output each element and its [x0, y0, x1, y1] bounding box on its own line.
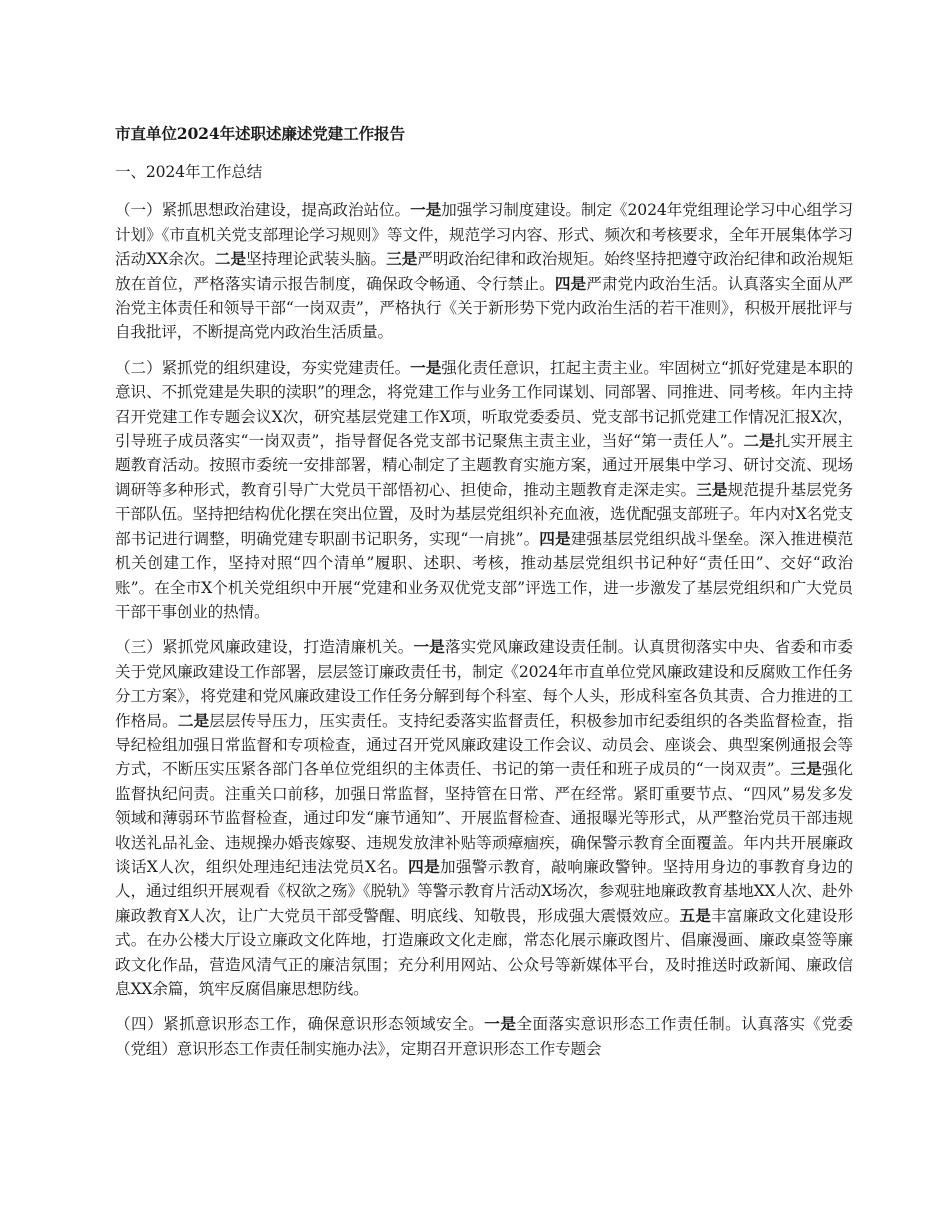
body-paragraph	[115, 1012, 853, 1061]
paragraph-text: 规范提升基层党务干部队伍。坚持把结构优化摆在突出位置，及时为基层党组织补充血液，选优配强支部班子。年内对X名党支部书记进行调整，明确党建专职副书记职务，实现“一肩挑”。	[115, 480, 854, 548]
paragraph-text: 丰富廉政文化建设形式。在办公楼大厅设立廉政文化阵地，打造廉政文化走廊，常态化展示廉政图片、倡廉漫画、廉政桌签等廉政文化作品，营造风清气正的廉洁氛围；充分利用网站、公众号等新媒体平台，及时推送时政新闻、廉政信息XX余篇，筑牢反腐倡廉思想防线。	[115, 906, 854, 998]
paragraph-text: 建强基层党组织战斗堡垒。深入推进模范机关创建工作，坚持对照“四个清单”履职、述职、考核，推动基层党组织书记种好“责任田”、交好“政治账”。在全市X个机关党组织中开展“党建和业务双优党支部”评选工作，进一步激发了基层党组织和广大党员干部干事创业的热情。	[115, 529, 854, 621]
paragraph-text: 强化监督执纪问责。注重关口前移，加强日常监督，坚持管在日常、严在经常。紧盯重要节点、“四风”易发多发领域和薄弱环节监督检查，通过印发“廉节通知”、开展监督检查、通报曝光等形式，从严整治党员干部违规收送礼品礼金、违规操办婚丧嫁娶、违规发放津补贴等顽瘴痼疾，确保警示教育全面覆盖。年内共开展廉政谈话X人次，组织处理违纪违法党员X名。	[115, 760, 854, 876]
emphasis-marker: 一是	[413, 637, 445, 657]
section-heading: 一、2024年工作总结	[115, 163, 263, 181]
emphasis-marker: 四是	[408, 856, 440, 876]
emphasis-marker: 一是	[484, 1014, 517, 1034]
emphasis-marker: 一是	[410, 357, 442, 377]
paragraph-text: （二）紧抓党的组织建设，夯实党建责任。	[115, 358, 411, 377]
emphasis-marker: 三是	[696, 479, 728, 499]
emphasis-marker: 四是	[554, 273, 587, 293]
paragraph-text: 层层传导压力，压实责任。支持纪委落实监督责任，积极参加市纪委组织的各类监督检查，指导纪检组加强日常监督和专项检查，通过召开党风廉政建设工作会议、动员会、座谈会、典型案例通报会等方式，不断压实压紧各部门各单位党组织的主体责任、书记的第一责任和班子成员的“一岗双责”。	[115, 711, 854, 779]
emphasis-marker: 三是	[386, 249, 418, 269]
paragraph-text: 加强学习制度建设。制定《2024年党组理论学习中心组学习计划》《市直机关党支部理论学习规则》等文件，规范学习内容、形式、频次和考核要求，全年开展集体学习活动XX余次。	[115, 201, 853, 269]
paragraph-text: 强化责任意识，扛起主责主业。牢固树立“抓好党建是本职的意识、不抓党建是失职的渎职”的理念，将党建工作与业务工作同谋划、同部署、同推进、同考核。年内主持召开党建工作专题会议X次，研究基层党建工作X项，听取党委委员、党支部书记抓党建工作情况汇报X次，引导班子成员落实“一岗双责”，指导督促各党支部书记聚焦主责主业，当好“第一责任人”。	[115, 358, 853, 451]
paragraph-text: 全面落实意识形态工作责任制。认真落实《党委（党组）意识形态工作责任制实施办法》，定期召开意识形态工作专题会	[115, 1015, 853, 1058]
document-title: 市直单位2024年述职述廉述党建工作报告	[115, 124, 405, 143]
body-paragraphs	[115, 198, 853, 1061]
emphasis-marker: 四是	[539, 528, 571, 548]
emphasis-marker: 三是	[790, 759, 822, 779]
paragraph-text: 落实党风廉政建设责任制。认真贯彻落实中央、省委和市委关于党风廉政建设工作部署，层层签订廉政责任书，制定《2024年市直单位党风廉政建设和反腐败工作任务分工方案》，将党建和党风廉政建设工作任务分解到每个科室、每个人头，形成科室各负其责、合力推进的工作格局。	[115, 638, 854, 730]
emphasis-marker: 五是	[679, 905, 712, 925]
paragraph-text: （一）紧抓思想政治建设，提高政治站位。	[115, 201, 411, 220]
document-page	[115, 122, 853, 1072]
emphasis-marker: 一是	[410, 200, 442, 220]
paragraph-text: 扎实开展主题教育活动。按照市委统一安排部署，精心制定了主题教育实施方案，通过开展集中学习、研讨交流、现场调研等多种形式，教育引导广大党员干部悟初心、担使命，推动主题教育走深走实。	[115, 432, 853, 499]
body-paragraph	[115, 356, 853, 624]
emphasis-marker: 二是	[177, 710, 210, 730]
body-paragraph	[115, 198, 853, 344]
paragraph-text: （三）紧抓党风廉政建设，打造清廉机关。	[115, 638, 414, 657]
body-paragraph	[115, 635, 853, 1001]
emphasis-marker: 二是	[743, 431, 775, 451]
paragraph-text: 坚持理论武装头脑。	[246, 250, 387, 269]
paragraph-text: 严明政治纪律和政治规矩。始终坚持把遵守政治纪律和政治规矩放在首位，严格落实请示报告制度，确保政令畅通、令行禁止。	[115, 250, 854, 293]
paragraph-text: （四）紧抓意识形态工作，确保意识形态领域安全。	[115, 1015, 485, 1034]
paragraph-text: 加强警示教育，敲响廉政警钟。坚持用身边的事教育身边的人，通过组织开展观看《权欲之殇》《脱轨》等警示教育片活动X场次，参观驻地廉政教育基地XX人次、赴外廉政教育X人次，让广大党员干部受警醒、明底线、知敬畏，形成强大震慑效应。	[115, 857, 853, 925]
emphasis-marker: 二是	[214, 249, 247, 269]
paragraph-text: 严肃党内政治生活。认真落实全面从严治党主体责任和领导干部“一岗双责”，严格执行《关于新形势下党内政治生活的若干准则》，积极开展批评与自我批评，不断提高党内政治生活质量。	[115, 274, 853, 342]
